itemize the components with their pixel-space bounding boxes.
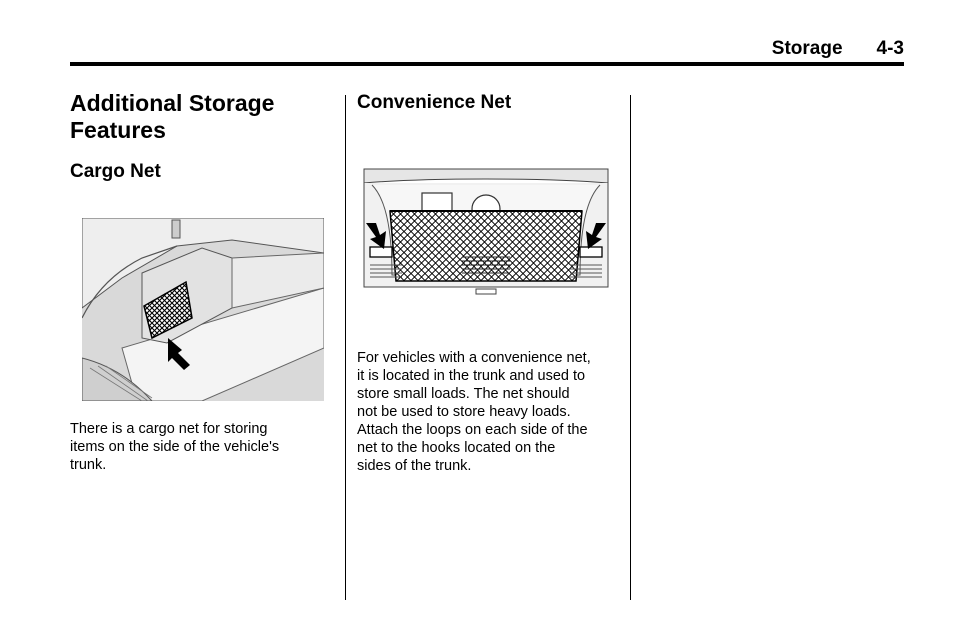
convenience-net-figure [362, 165, 610, 317]
column-divider-right [630, 95, 631, 600]
cargo-net-figure [82, 218, 324, 401]
convenience-net-illustration-icon [362, 165, 610, 317]
convenience-net-description: For vehicles with a convenience net, it is located in the trunk and used to store small loads. The net should not be used to store heavy loads. Attach the loops on each side of the net to the hooks located on the sides of the trunk. [357, 350, 591, 474]
cargo-net-heading: Cargo Net [70, 161, 161, 182]
cargo-net-illustration-icon [82, 218, 324, 401]
convenience-net-heading: Convenience Net [357, 92, 512, 113]
column-divider-left [345, 95, 346, 600]
header-rule [70, 62, 904, 66]
cargo-net-description: There is a cargo net for storing items on the side of the vehicle's trunk. [70, 421, 280, 473]
header-page-number: 4-3 [876, 38, 904, 59]
running-header [70, 38, 904, 62]
header-section-title: Storage [771, 38, 843, 59]
page-title: Additional Storage Features [70, 90, 275, 143]
